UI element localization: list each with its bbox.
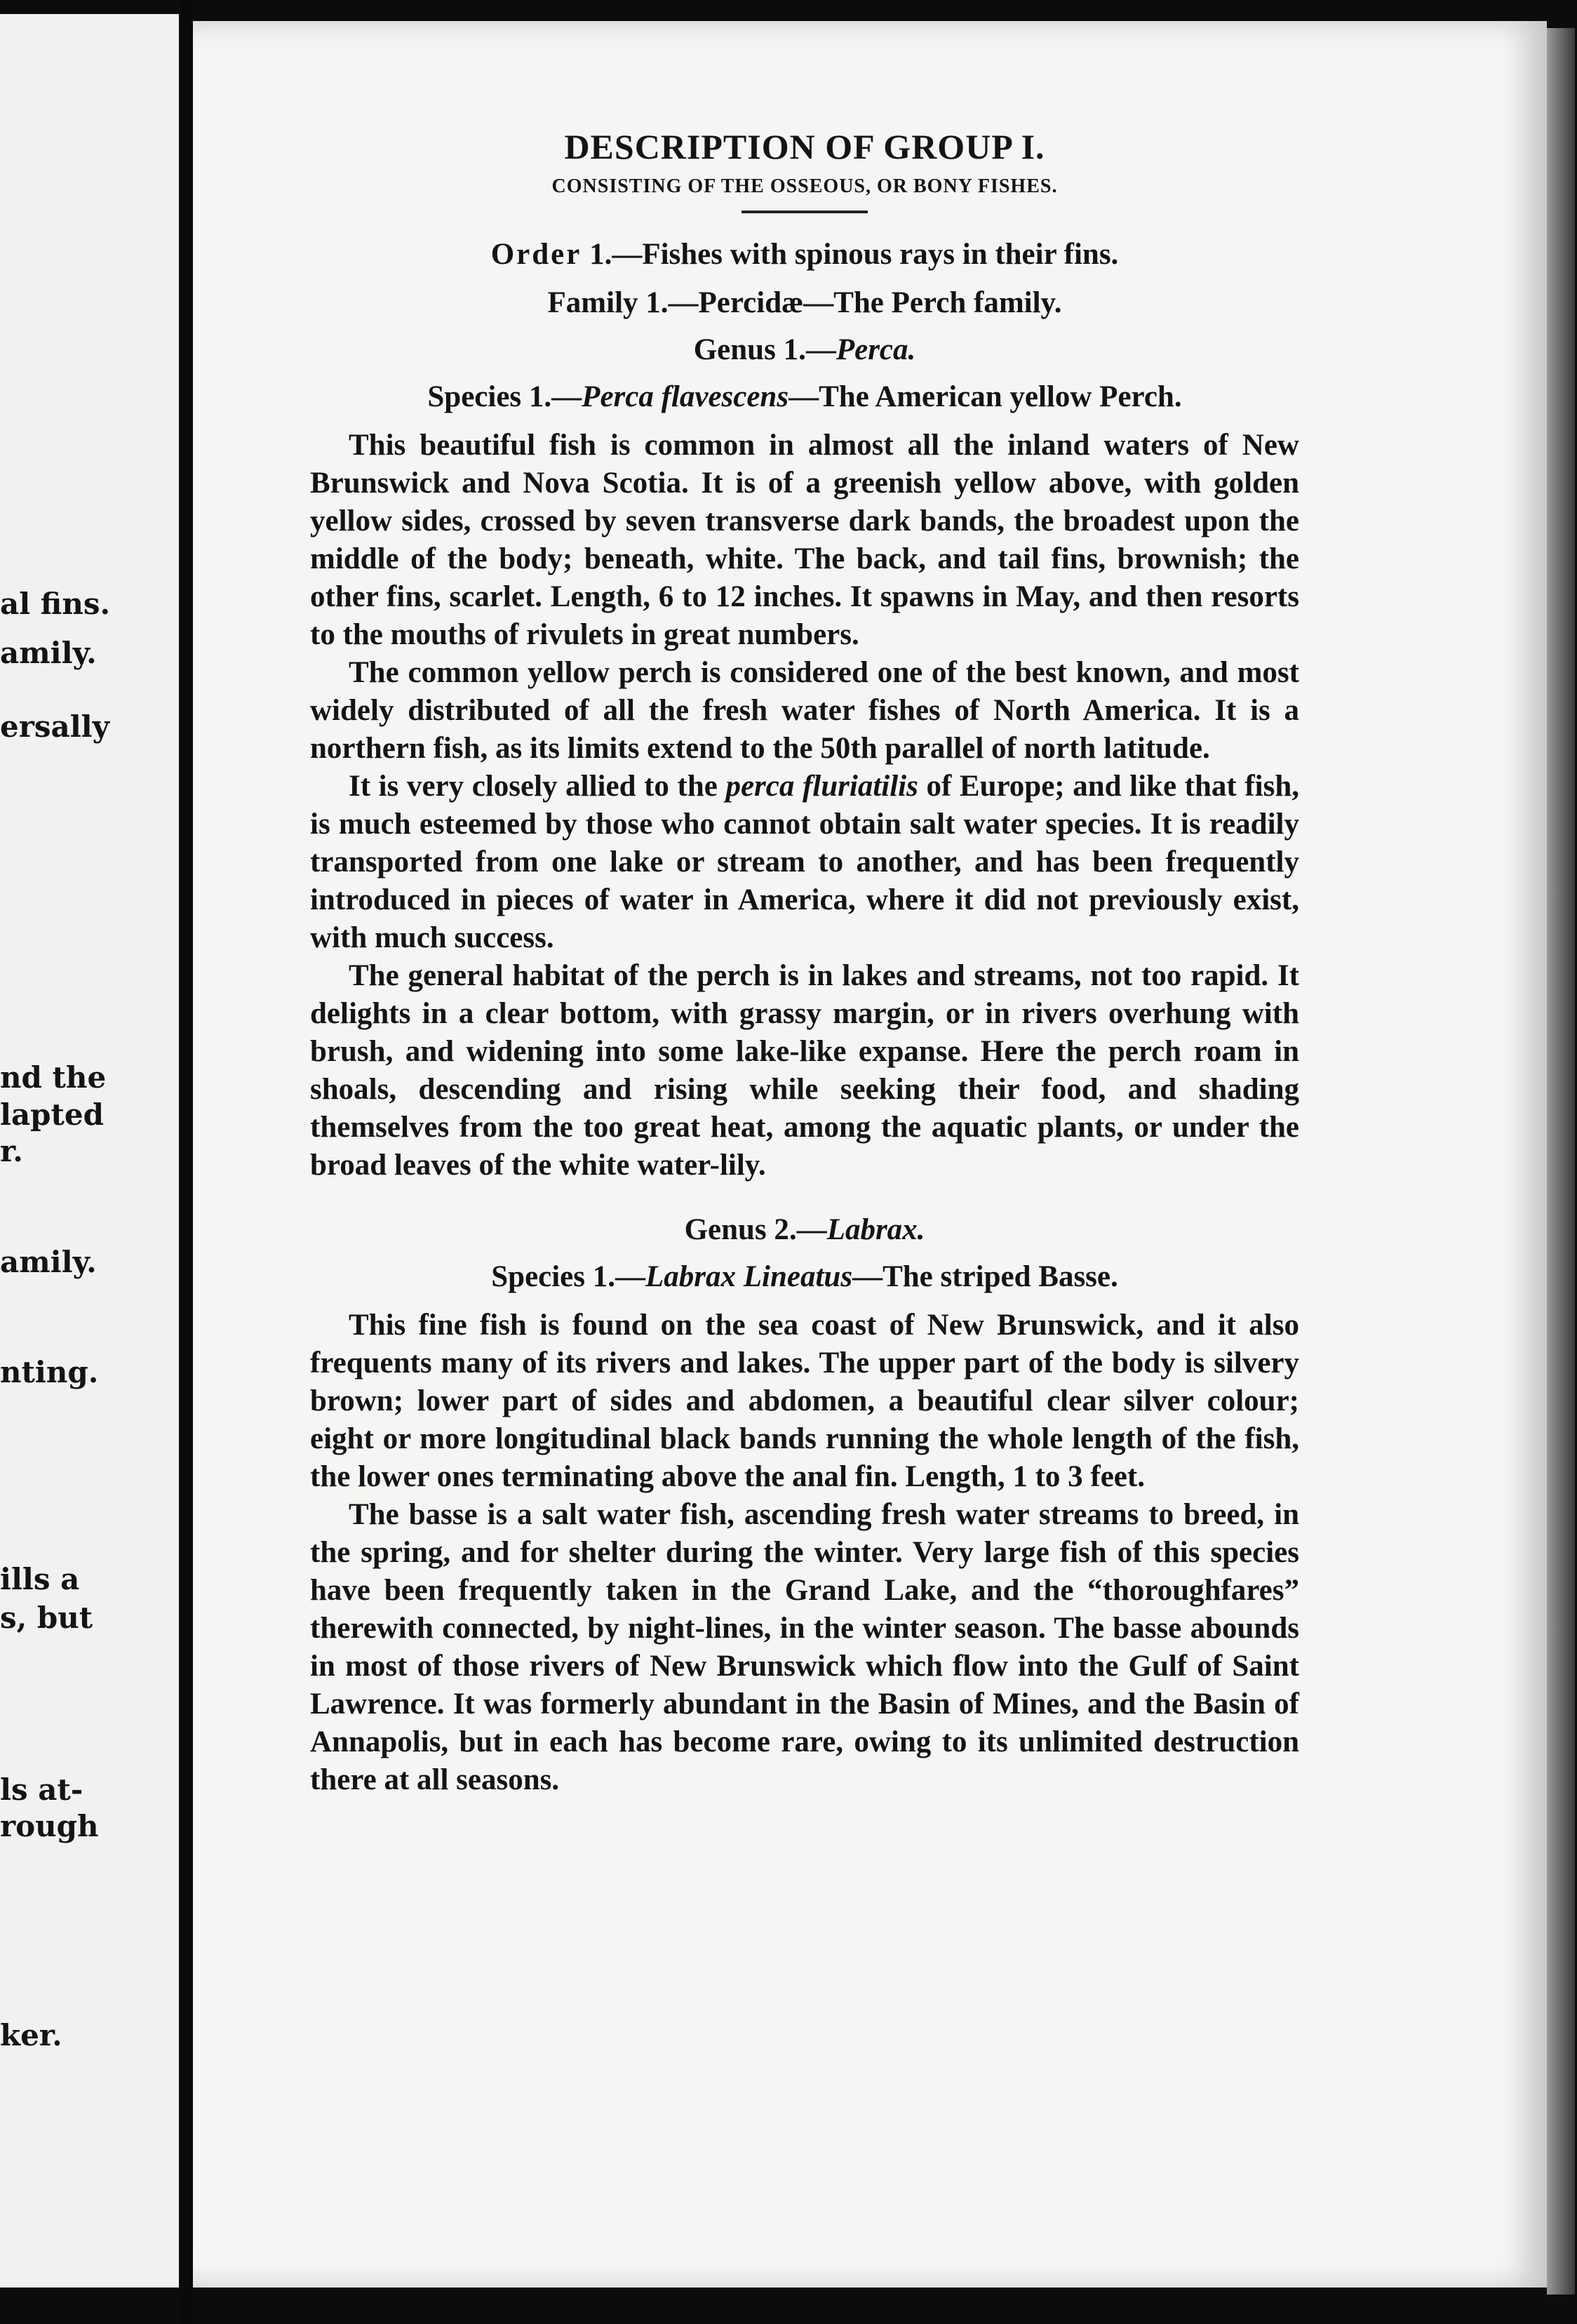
section-gap [310,1184,1299,1213]
left-page-fragment: al fins. [0,587,111,621]
paragraph-text: It is very closely allied to the [349,770,726,803]
genus-label: Genus 2.— [684,1213,827,1246]
family-heading [310,286,1299,320]
species-label: Species 1.— [427,380,582,413]
left-page-fragment: ills a [0,1562,80,1596]
page-edge [1547,28,1575,2295]
species-name: Labrax Lineatus [645,1260,853,1293]
order-text: 1.—Fishes with spinous rays in their fins. [582,238,1119,271]
species-heading [310,380,1299,414]
genus-name: Labrax. [826,1213,925,1246]
body-paragraph: The basse is a salt water fish, ascending fresh water streams to breed, in the spring, and for shelter during the winter. Very large fish of this species have been frequently taken in the Grand Lake, and the “thoroughfares” therewith connected, by night-lines, in the winter season. The basse abounds in most of those rivers of New Brunswick which flow into the Gulf of Saint Lawrence. It was formerly abundant in the Basin of Mines, and the Basin of Annapolis, but in each has become rare, owing to its unlimited destruction there at all seasons. [310,1498,1299,1796]
species-heading [310,1260,1299,1294]
left-page-fragment: ersally [0,709,110,744]
genus-heading [310,333,1299,367]
body-paragraph: This fine fish is found on the sea coast of New Brunswick, and it also frequents many of its rivers and lakes. The upper part of the body is silvery brown; lower part of sides and abdomen, a beautiful clear silver colour; eight or more longitudinal black bands running the whole length of the fish, the lower ones terminating above the anal fin. Length, 1 to 3 feet. [310,1309,1299,1493]
left-page-fragment: lapted [0,1097,105,1132]
page-content [310,126,1299,1799]
species-suffix: —The American yellow Perch. [788,380,1182,413]
species-name: Perca flavescens [582,380,789,413]
body-paragraph: This beautiful fish is common in almost all the inland waters of New Brunswick and Nova Scotia. It is of a greenish yellow above, with golden yellow sides, crossed by seven transverse dark bands, the broadest upon the middle of the body; beneath, white. The back, and tail fins, brownish; the other fins, scarlet. Length, 6 to 12 inches. It spawns in May, and then resorts to the mouths of rivulets in great numbers. [310,429,1299,651]
left-page-fragment: amily. [0,636,97,670]
body-paragraph [310,768,1299,957]
page-subtitle: CONSISTING OF THE OSSEOUS, OR BONY FISHES. [551,175,1058,197]
family-label: Family 1.— [547,286,699,319]
left-page-fragment: ker. [0,2018,62,2052]
page-title: DESCRIPTION OF GROUP I. [564,127,1045,166]
paragraph-text: of Europe; and like that fish, is much esteemed by those who cannot obtain salt water species. It is readily transported from one lake or stream to another, and has been frequently introduced in pieces of water in America, where it did not previously exist, with much success. [310,770,1299,954]
body-paragraph: The general habitat of the perch is in lakes and streams, not too rapid. It delights in a clear bottom, with grassy margin, or in rivers overhung with brush, and widening into some lake-like expanse. Here the perch roam in shoals, descending and rising while seeking their food, and shading themselves from the too great heat, among the aquatic plants, or under the broad leaves of the white water-lily. [310,959,1299,1182]
left-page-fragment: s, but [0,1601,93,1635]
genus-heading [310,1213,1299,1247]
left-page-fragment: nd the [0,1060,107,1095]
family-suffix: —The Perch family. [803,286,1062,319]
book-spine [179,0,193,2324]
species-suffix: —The striped Basse. [852,1260,1118,1293]
left-page-fragment: nting. [0,1355,99,1389]
order-heading [310,237,1299,272]
left-page-fragment: amily. [0,1245,97,1279]
body-paragraph: The common yellow perch is considered one of the best known, and most widely distributed of all the fresh water fishes of North America. It is a northern fish, as its limits extend to the 50th parallel of north latitude. [310,656,1299,765]
species-reference: perca fluriatilis [725,770,918,803]
genus-label: Genus 1.— [693,333,836,366]
order-label: Order [490,238,582,271]
species-label: Species 1.— [491,1260,646,1293]
left-page-fragment: r. [0,1134,23,1168]
left-page-fragment: rough [0,1809,99,1843]
title-divider [741,211,868,213]
left-facing-page [0,14,179,2288]
left-page-fragment: ls at- [0,1772,83,1807]
family-name: Percidæ [698,286,804,319]
genus-name: Perca. [836,333,916,366]
